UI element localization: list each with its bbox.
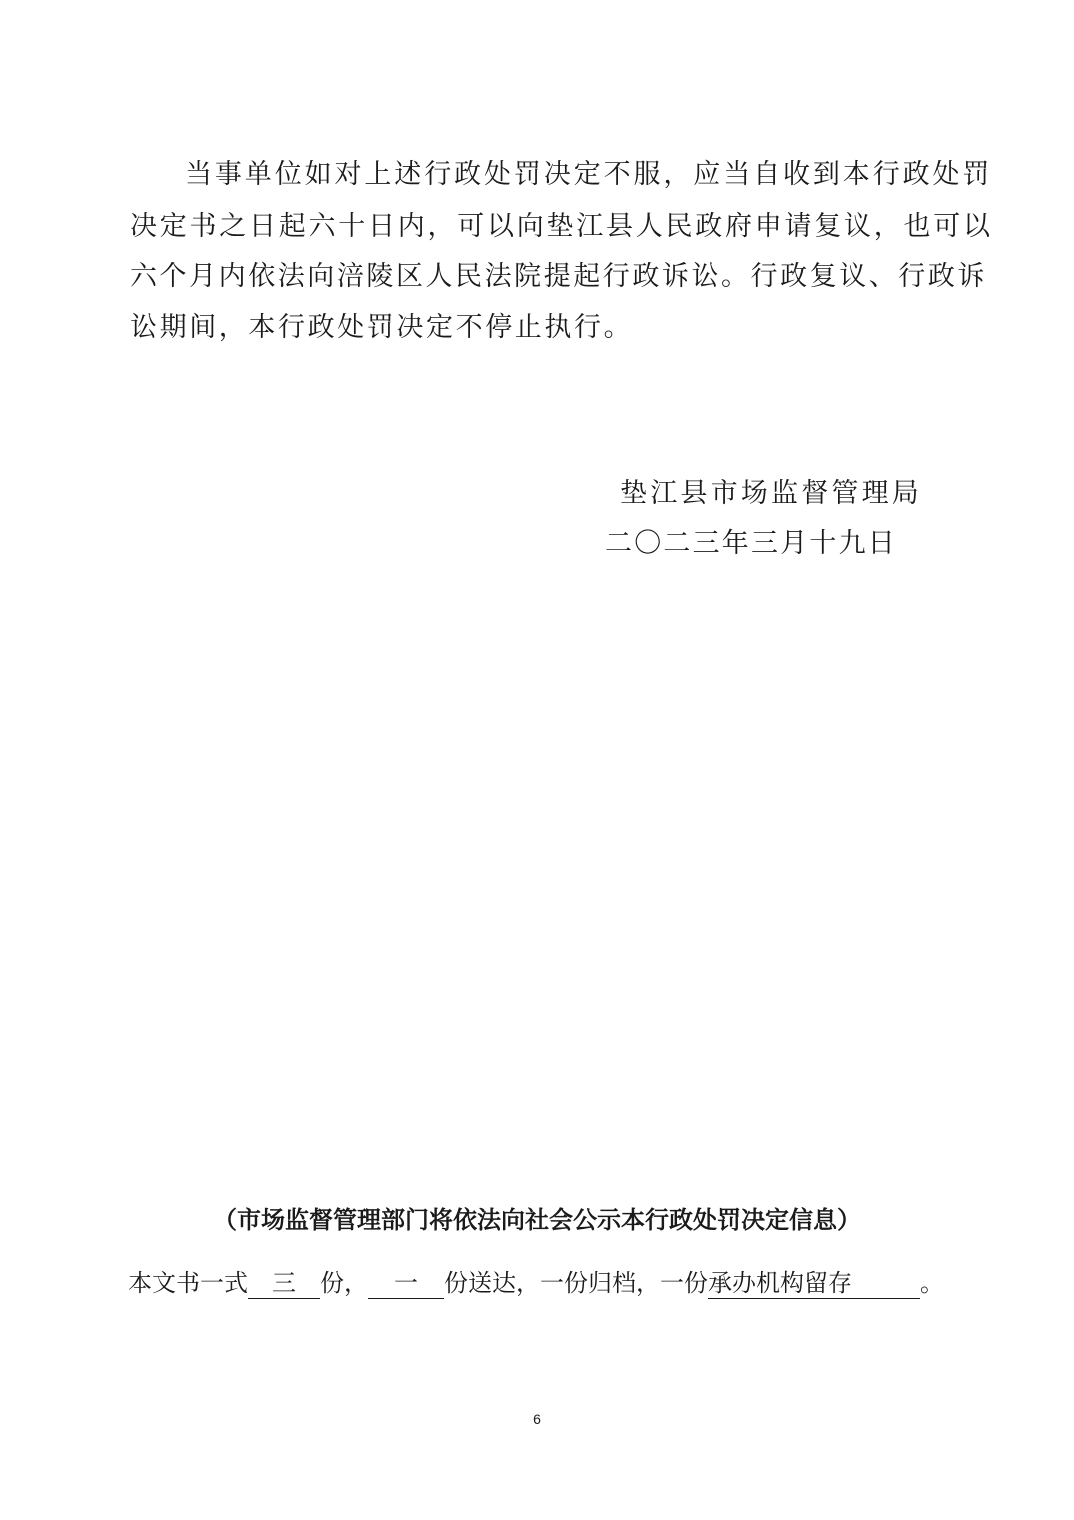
body-line-2: 决定书之日起六十日内，可以向垫江县人民政府申请复议，也可以: [130, 211, 993, 242]
copies-statement: [128, 1265, 944, 1301]
copies-suffix: 。: [920, 1269, 944, 1297]
signature-organization: 垫江县市场监督管理局: [620, 478, 922, 509]
signature-date: 二〇二三年三月十九日: [605, 528, 897, 559]
copies-prefix: 本文书一式: [128, 1269, 248, 1297]
page-number: 6: [533, 1411, 541, 1427]
total-copies-blank: 三: [248, 1268, 320, 1299]
body-line-3: 六个月内依法向涪陵区人民法院提起行政诉讼。行政复议、行政诉: [130, 261, 987, 292]
public-notice: （市场监督管理部门将依法向社会公示本行政处罚决定信息）: [213, 1206, 861, 1234]
copies-middle: 份送达，一份归档，一份: [444, 1269, 708, 1297]
body-line-1: 当事单位如对上述行政处罚决定不服，应当自收到本行政处罚: [185, 159, 993, 190]
body-line-4: 讼期间，本行政处罚决定不停止执行。: [130, 312, 634, 343]
copies-unit: 份，: [320, 1269, 368, 1297]
delivered-copies-blank: 一: [368, 1268, 444, 1299]
retained-by-blank: 承办机构留存: [708, 1268, 920, 1299]
